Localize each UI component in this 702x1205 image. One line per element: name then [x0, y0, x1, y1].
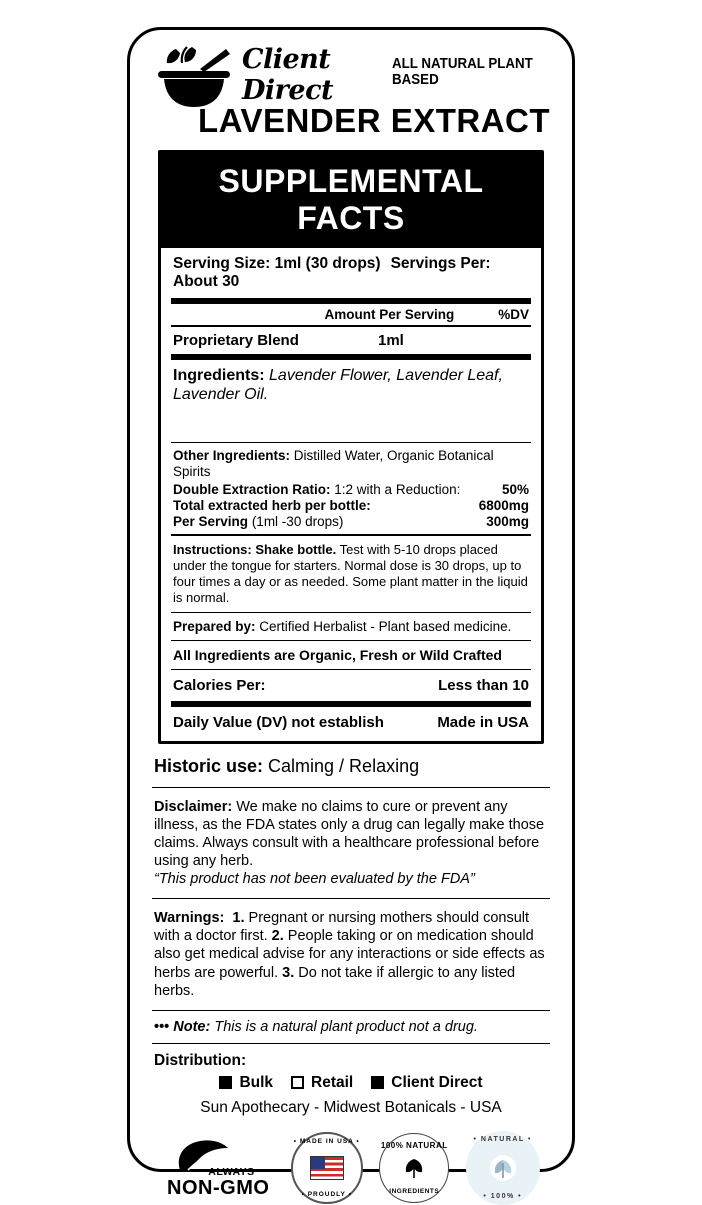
warnings-label: Warnings:	[154, 910, 225, 927]
historic-use-value: Calming / Relaxing	[263, 755, 420, 776]
other-ingredients-row	[171, 443, 531, 481]
distribution-option-label: Retail	[311, 1073, 354, 1091]
serving-size: Serving Size: 1ml (30 drops)	[173, 255, 381, 272]
usa-flag-icon	[310, 1156, 344, 1180]
prepared-by-row	[171, 613, 531, 640]
brand-tagline: ALL NATURAL PLANT BASED	[392, 56, 534, 88]
other-ingredients-value: Distilled Water, Organic Botanical Spirits	[173, 447, 494, 479]
daily-value-note: Daily Value (DV) not establish	[173, 713, 384, 731]
note-text: This is a natural plant product not a drug.	[210, 1018, 478, 1035]
supplemental-facts-panel	[158, 150, 544, 744]
per-serving-label: Per Serving	[173, 514, 249, 530]
checkbox-unchecked-icon[interactable]	[291, 1076, 304, 1089]
total-extracted-label: Total extracted herb per bottle:	[173, 498, 371, 514]
natural-ingredients-bottom-text: INGREDIENTS	[389, 1187, 440, 1195]
brand-name: Client Direct	[242, 44, 333, 106]
ingredients-row	[171, 360, 531, 408]
product-title: LAVENDER EXTRACT	[197, 102, 551, 139]
prepared-by-value: Certified Herbalist - Plant based medicine.	[255, 618, 512, 634]
warning-2-number: 2.	[271, 928, 284, 945]
ratio-percent: 50%	[501, 482, 529, 498]
other-ingredients-label: Other Ingredients:	[173, 447, 291, 463]
disclaimer-quote: “This product has not been evaluated by the FDA”	[154, 871, 475, 888]
distribution-option-label: Client Direct	[391, 1073, 483, 1091]
non-gmo-badge	[162, 1136, 274, 1200]
organic-statement: All Ingredients are Organic, Fresh or Wild Crafted	[173, 646, 502, 663]
ratio-value: 1:2 with a Reduction:	[334, 482, 461, 498]
blend-amount: 1ml	[378, 332, 404, 349]
ratio-label: Double Extraction Ratio:	[173, 482, 331, 498]
percent-dv-label: %DV	[498, 307, 529, 322]
natural-100-bottom-text: • 100% •	[483, 1192, 523, 1200]
calories-row	[171, 670, 531, 701]
ingredients-value: Lavender Flower, Lavender Leaf, Lavender Oil.	[173, 367, 503, 403]
per-serving-note: (1ml -30 drops)	[251, 514, 344, 530]
calories-value: Less than 10	[438, 676, 529, 694]
ingredients-label: Ingredients:	[173, 367, 265, 384]
disclaimer-label: Disclaimer:	[154, 798, 233, 815]
non-gmo-always-text: ALWAYS	[208, 1165, 255, 1178]
amount-per-serving-header	[171, 304, 531, 325]
historic-use-row	[148, 744, 554, 787]
brand-header	[148, 30, 554, 108]
made-in-usa-text: Made in USA	[437, 713, 529, 731]
warning-2-text: People taking or on medication should also get medical advise for any interactions or side effects as herbs are powerful.	[154, 928, 545, 981]
made-in-usa-badge	[291, 1132, 363, 1204]
note-bullet-icon: •••	[154, 1018, 170, 1035]
note-row	[148, 1011, 554, 1043]
warnings-block	[148, 899, 554, 1010]
instructions-row	[171, 536, 531, 611]
distribution-option-bulk[interactable]	[219, 1074, 273, 1092]
distribution-sub: Sun Apothecary - Midwest Botanicals - USA	[200, 1098, 502, 1116]
natural-100-top-text: • NATURAL •	[473, 1135, 532, 1143]
mortar-and-pestle-icon	[148, 43, 240, 107]
natural-100-badge	[466, 1131, 540, 1205]
daily-value-row	[171, 707, 531, 735]
natural-ingredients-badge	[379, 1133, 449, 1203]
disclaimer-block	[148, 788, 554, 899]
calories-label: Calories Per:	[173, 676, 266, 694]
extraction-ratio-row	[171, 481, 531, 497]
plant-icon	[486, 1151, 520, 1185]
checkbox-checked-icon[interactable]	[219, 1076, 232, 1089]
instructions-text: Test with 5-10 drops placed under the tongue for starters. Normal dose is 30 drops, up to four times a day or as needed. Some plant matter in the liquid is normal.	[173, 542, 528, 605]
instructions-label: Instructions: Shake bottle.	[173, 542, 337, 558]
facts-panel-title: SUPPLEMENTAL FACTS	[218, 163, 484, 236]
blend-name: Proprietary Blend	[173, 332, 299, 349]
distribution-option-label: Bulk	[239, 1073, 274, 1091]
per-serving-row	[171, 513, 531, 534]
warning-3-text: Do not take if allergic to any listed herbs.	[154, 964, 516, 999]
prepared-by-label: Prepared by:	[173, 618, 256, 634]
total-extracted-row	[171, 497, 531, 513]
disclaimer-text: We make no claims to cure or prevent any illness, as the FDA states only a drug can legally make those claims. Always consult with a healthcare professional before using any herb.	[154, 798, 545, 869]
warning-3-number: 3.	[282, 964, 295, 981]
made-in-usa-bottom-text: • PROUDLY •	[301, 1190, 352, 1198]
historic-use-label: Historic use:	[154, 755, 264, 776]
distribution-option-retail[interactable]	[291, 1074, 353, 1092]
distribution-options	[148, 1072, 554, 1096]
non-gmo-text: NON-GMO	[167, 1176, 270, 1199]
supplement-label	[127, 27, 575, 1200]
per-serving-value: 300mg	[486, 514, 529, 530]
distribution-option-client-direct[interactable]	[371, 1074, 482, 1092]
amount-per-serving-label: Amount Per Serving	[324, 307, 455, 322]
warning-1-text: Pregnant or nursing mothers should consult with a doctor first.	[154, 910, 530, 945]
distribution-label: Distribution:	[154, 1051, 247, 1069]
checkbox-checked-icon[interactable]	[371, 1076, 384, 1089]
total-extracted-value: 6800mg	[478, 498, 529, 514]
certification-badges	[148, 1125, 554, 1205]
proprietary-blend-row	[171, 327, 531, 354]
natural-ingredients-top-text: 100% NATURAL	[380, 1140, 448, 1150]
leaf-icon	[401, 1157, 427, 1179]
servings-per: Servings Per: About 30	[173, 255, 491, 290]
note-label: Note:	[173, 1018, 211, 1035]
made-in-usa-top-text: • MADE IN USA •	[293, 1137, 360, 1145]
warning-1-number: 1.	[232, 910, 245, 927]
serving-size-row	[171, 248, 531, 298]
